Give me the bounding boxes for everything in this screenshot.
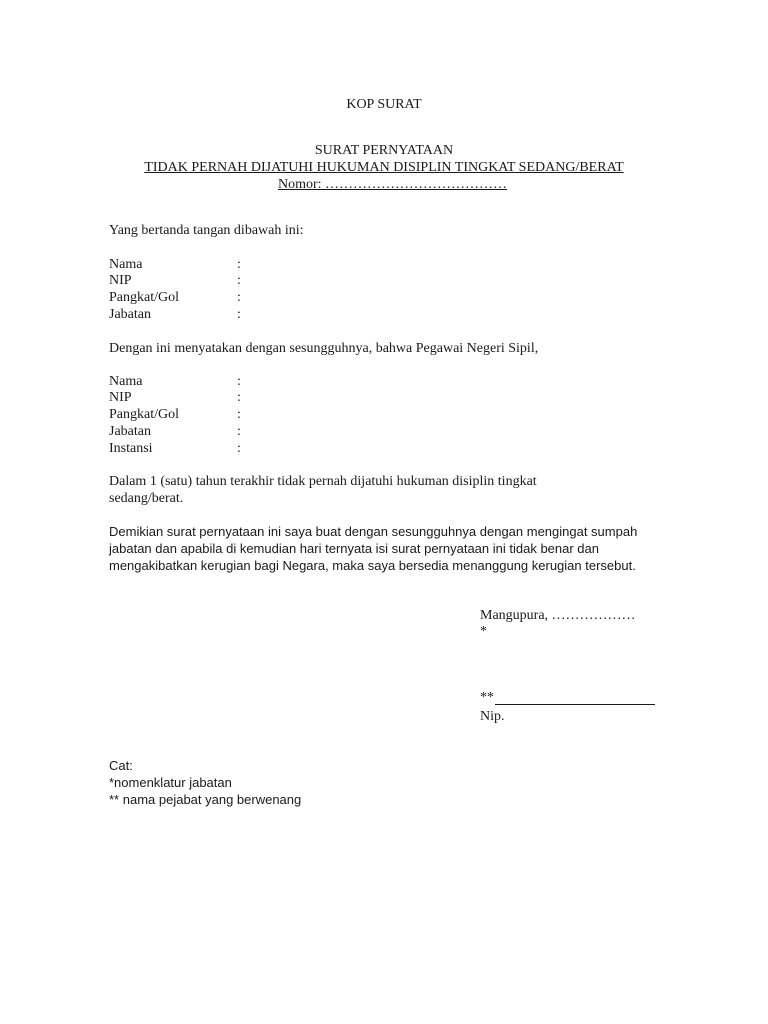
document-subtitle: TIDAK PERNAH DIJATUHI HUKUMAN DISIPLIN TINGKAT SEDANG/BERAT — [144, 160, 624, 175]
signer-colon-jabatan: : — [237, 307, 241, 322]
signer-colon-pangkat: : — [237, 290, 241, 305]
official-name-mark: ** — [480, 690, 494, 705]
signer-label-pangkat: Pangkat/Gol — [109, 290, 179, 305]
employee-label-nip: NIP — [109, 390, 132, 405]
employee-colon-nip: : — [237, 390, 241, 405]
nip-label: Nip. — [480, 709, 505, 724]
statement-text: Dengan ini menyatakan dengan sesungguhnya, bahwa Pegawai Negeri Sipil, — [109, 341, 539, 356]
signer-label-nip: NIP — [109, 273, 132, 288]
position-mark: * — [480, 624, 487, 639]
notes-title: Cat: — [109, 758, 133, 773]
note-nomenklatur: *nomenklatur jabatan — [109, 775, 232, 790]
employee-label-instansi: Instansi — [109, 441, 153, 456]
employee-colon-pangkat: : — [237, 407, 241, 422]
employee-colon-jabatan: : — [237, 424, 241, 439]
kop-surat: KOP SURAT — [346, 97, 422, 112]
employee-label-nama: Nama — [109, 374, 143, 389]
signer-colon-nip: : — [237, 273, 241, 288]
intro-text: Yang bertanda tangan dibawah ini: — [109, 223, 304, 238]
signer-label-nama: Nama — [109, 257, 143, 272]
employee-label-jabatan: Jabatan — [109, 424, 151, 439]
signer-colon-nama: : — [237, 257, 241, 272]
employee-colon-nama: : — [237, 374, 241, 389]
signer-label-jabatan: Jabatan — [109, 307, 151, 322]
paragraph-closing: Demikian surat pernyataan ini saya buat dengan sesungguhnya dengan mengingat sumpah jabatan dan apabila di kemudian hari ternyata isi surat pernyataan ini tidak benar dan mengakibatkan kerugian bagi Negara, maka saya bersedia menanggung kerugian tersebut. — [109, 524, 638, 573]
signature-line — [495, 704, 655, 705]
document-title: SURAT PERNYATAAN — [314, 143, 454, 158]
note-pejabat: ** nama pejabat yang berwenang — [109, 792, 302, 807]
employee-label-pangkat: Pangkat/Gol — [109, 407, 179, 422]
document-number: Nomor: ………………………………… — [278, 177, 508, 192]
employee-colon-instansi: : — [237, 441, 241, 456]
paragraph-discipline: Dalam 1 (satu) tahun terakhir tidak pernah dijatuhi hukuman disiplin tingkat sedang/berat. — [109, 474, 537, 506]
place-date: Mangupura, ……………… — [480, 608, 636, 623]
